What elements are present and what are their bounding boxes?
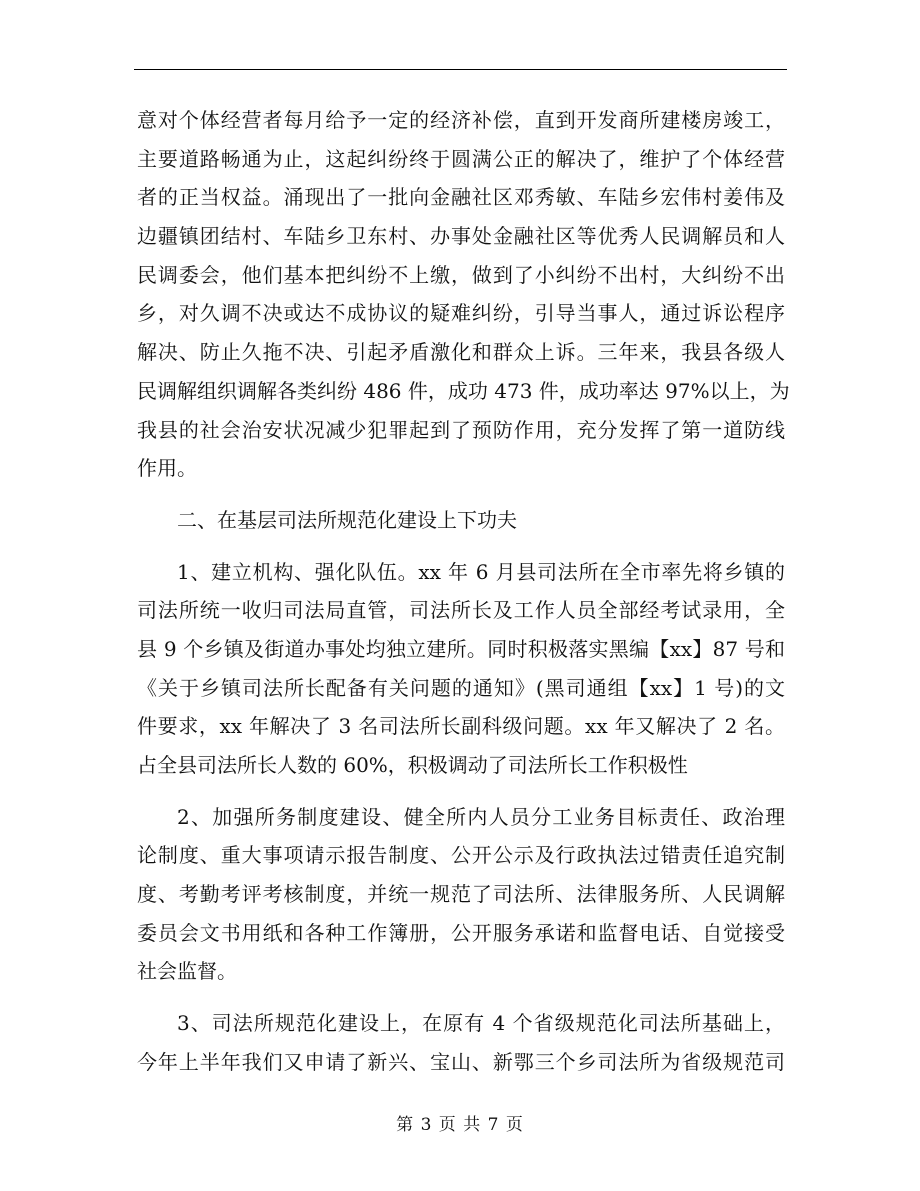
paragraph-line: 作用。 [137, 456, 197, 481]
section-heading: 二、在基层司法所规范化建设上下功夫 [177, 507, 517, 532]
paragraph-line: 我县的社会治安状况减少犯罪起到了预防作用，充分发挥了第一道防线 [137, 417, 785, 442]
page-number-footer: 第 3 页 共 7 页 [396, 1115, 524, 1135]
paragraph-line: 1、建立机构、强化队伍。xx 年 6 月县司法所在全市率先将乡镇的 [177, 559, 785, 584]
header-rule [134, 69, 787, 70]
paragraph-line: 论制度、重大事项请示报告制度、公开公示及行政执法过错责任追究制 [137, 843, 785, 868]
paragraph-line: 边疆镇团结村、车陆乡卫东村、办事处金融社区等优秀人民调解员和人 [137, 224, 785, 249]
paragraph-line: 度、考勤考评考核制度，并统一规范了司法所、法律服务所、人民调解 [137, 882, 785, 907]
paragraph-line: 意对个体经营者每月给予一定的经济补偿，直到开发商所建楼房竣工， [137, 108, 785, 132]
paragraph-line: 县 9 个乡镇及街道办事处均独立建所。同时积极落实黑编【xx】87 号和 [137, 636, 785, 661]
paragraph-line: 件要求，xx 年解决了 3 名司法所长副科级问题。xx 年又解决了 2 名。 [137, 714, 785, 739]
paragraph-line: 民调解组织调解各类纠纷 486 件，成功 473 件，成功率达 97%以上，为 [137, 378, 790, 403]
paragraph-line: 解决、防止久拖不决、引起矛盾激化和群众上诉。三年来，我县各级人 [137, 340, 785, 365]
paragraph-line: 司法所统一收归司法局直管，司法所长及工作人员全部经考试录用，全 [137, 598, 785, 623]
paragraph-line: 社会监督。 [137, 959, 237, 984]
paragraph-line: 2、加强所务制度建设、健全所内人员分工业务目标责任、政治理 [177, 804, 785, 829]
paragraph-line: 者的正当权益。涌现出了一批向金融社区邓秀敏、车陆乡宏伟村姜伟及 [137, 185, 785, 210]
paragraph-line: 今年上半年我们又申请了新兴、宝山、新鄂三个乡司法所为省级规范司 [137, 1049, 785, 1074]
paragraph-line: 占全县司法所长人数的 60%，积极调动了司法所长工作积极性 [137, 753, 688, 777]
paragraph-line: 主要道路畅通为止，这起纠纷终于圆满公正的解决了，维护了个体经营 [137, 146, 785, 171]
paragraph-line: 《关于乡镇司法所长配备有关问题的通知》(黑司通组【xx】1 号)的文 [137, 675, 785, 700]
paragraph-line: 乡，对久调不决或达不成协议的疑难纠纷，引导当事人，通过诉讼程序 [137, 301, 785, 326]
body-text [137, 101, 790, 1082]
paragraph-line: 民调委会，他们基本把纠纷不上缴，做到了小纠纷不出村，大纠纷不出 [137, 262, 785, 287]
paragraph-line: 委员会文书用纸和各种工作簿册，公开服务承诺和监督电话、自觉接受 [137, 920, 785, 945]
paragraph-line: 3、司法所规范化建设上，在原有 4 个省级规范化司法所基础上， [177, 1011, 785, 1036]
